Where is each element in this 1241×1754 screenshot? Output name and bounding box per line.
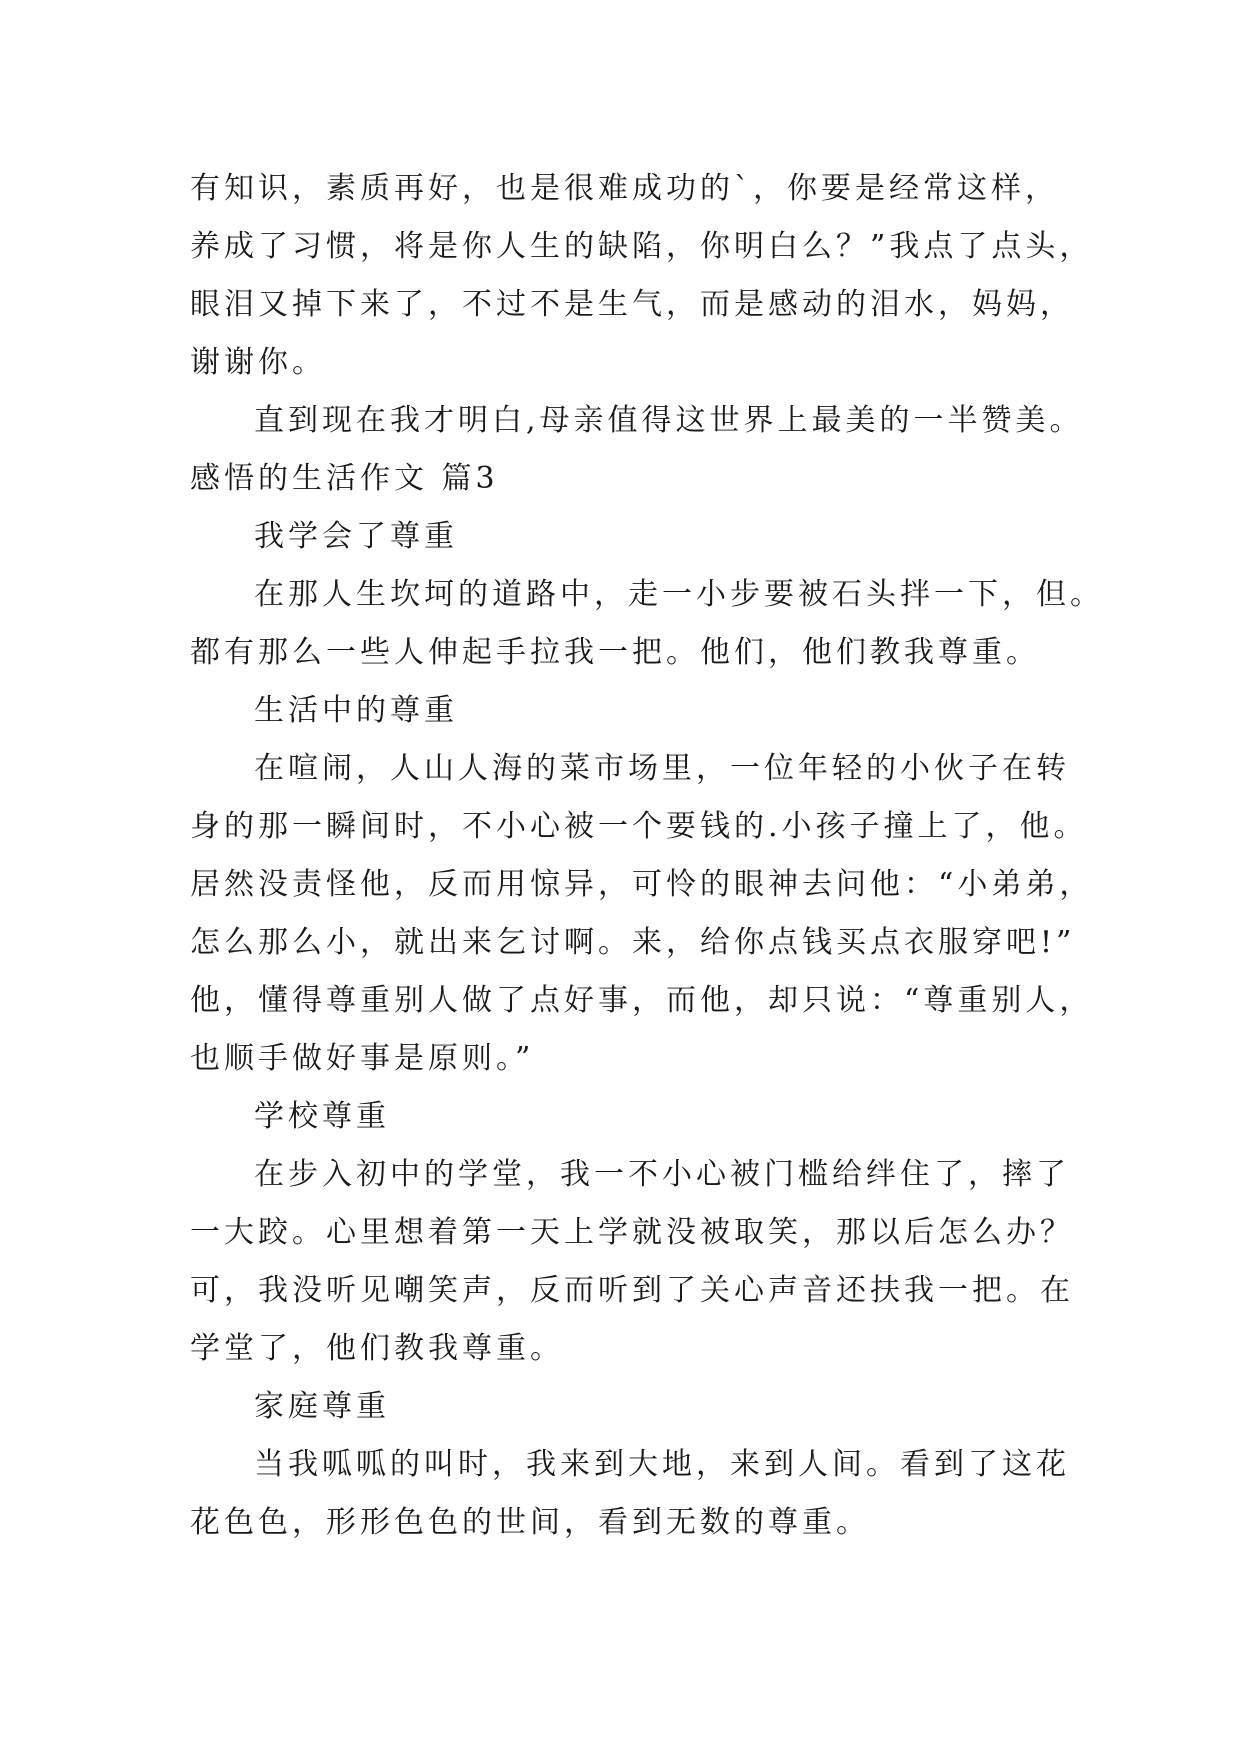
section-heading: 感悟的生活作文 篇3 xyxy=(190,461,499,496)
text-line: 学堂了，他们教我尊重。 xyxy=(190,1331,564,1366)
document-page xyxy=(190,160,1104,1552)
subheading: 家庭尊重 xyxy=(254,1389,390,1424)
text-line: 也顺手做好事是原则。” xyxy=(190,1041,535,1076)
text-line: 有知识，素质再好，也是很难成功的`，你要是经常这样， xyxy=(190,171,1059,206)
text-line: 养成了习惯，将是你人生的缺陷，你明白么？”我点了点头， xyxy=(190,229,1094,264)
subheading: 学校尊重 xyxy=(254,1099,390,1134)
text-line: 都有那么一些人伸起手拉我一把。他们，他们教我尊重。 xyxy=(190,635,1040,670)
text-line: 眼泪又掉下来了，不过不是生气，而是感动的泪水，妈妈， xyxy=(190,287,1074,322)
text-line: 怎么那么小，就出来乞讨啊。来，给你点钱买点衣服穿吧!” xyxy=(190,925,1076,960)
paragraph-line: 在步入初中的学堂，我一不小心被门槛给绊住了，摔了 xyxy=(254,1157,1070,1192)
text-line: 居然没责怪他，反而用惊异，可怜的眼神去问他：“小弟弟， xyxy=(190,867,1094,902)
subheading: 我学会了尊重 xyxy=(254,519,458,554)
paragraph-line: 在那人生坎坷的道路中，走一小步要被石头拌一下，但。 xyxy=(254,577,1104,612)
subheading: 生活中的尊重 xyxy=(254,693,458,728)
paragraph-line: 当我呱呱的叫时，我来到大地，来到人间。看到了这花 xyxy=(254,1447,1070,1482)
text-line: 他，懂得尊重别人做了点好事，而他，却只说：“尊重别人， xyxy=(190,983,1094,1018)
text-line: 谢谢你。 xyxy=(190,345,326,380)
text-line: 可，我没听见嘲笑声，反而听到了关心声音还扶我一把。在 xyxy=(190,1273,1074,1308)
text-line: 花色色，形形色色的世间，看到无数的尊重。 xyxy=(190,1505,870,1540)
paragraph-line: 直到现在我才明白,母亲值得这世界上最美的一半赞美。 xyxy=(254,403,1084,438)
text-line: 一大跤。心里想着第一天上学就没被取笑，那以后怎么办？ xyxy=(190,1215,1074,1250)
text-line: 身的那一瞬间时，不小心被一个要钱的.小孩子撞上了，他。 xyxy=(190,809,1088,844)
paragraph-line: 在喧闹，人山人海的菜市场里，一位年轻的小伙子在转 xyxy=(254,751,1070,786)
